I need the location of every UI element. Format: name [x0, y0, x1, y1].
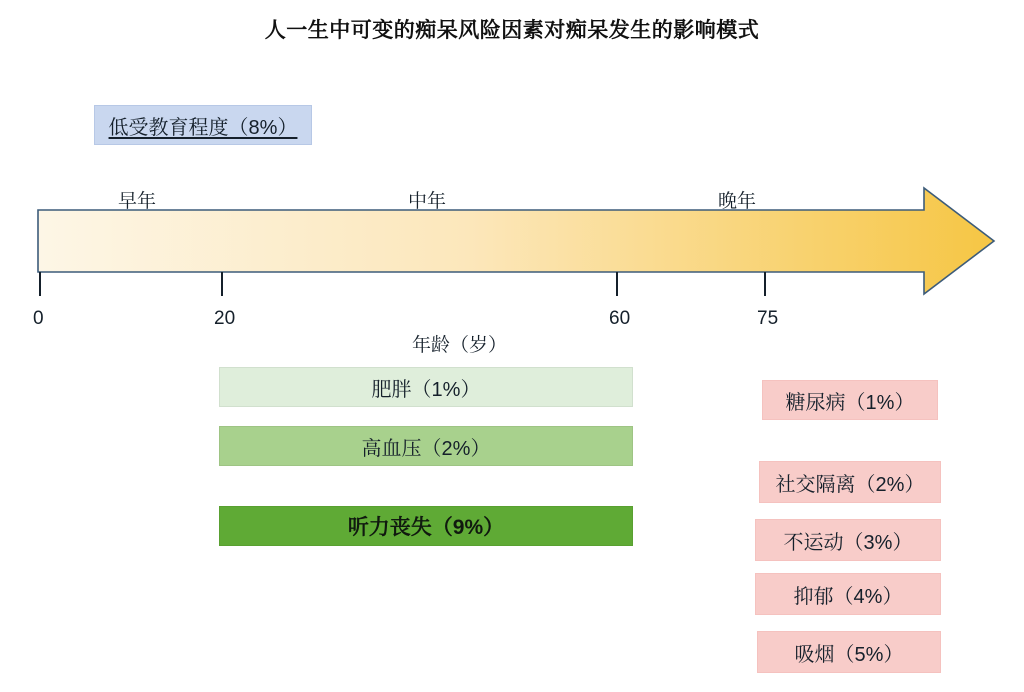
midlife-bar-obesity	[219, 367, 633, 407]
page-title: 人一生中可变的痴呆风险因素对痴呆发生的影响模式	[264, 19, 760, 42]
tick-label-75: 75	[757, 308, 779, 329]
latelife-box-label: 不运动（3%）	[783, 531, 913, 554]
latelife-box-physical-inactivity	[755, 519, 941, 561]
tick-label-60: 60	[609, 308, 631, 329]
midlife-bar-hypertension	[219, 426, 633, 466]
latelife-box-label: 糖尿病（1%）	[785, 391, 915, 414]
tick-label-0: 0	[33, 308, 44, 329]
timeline-arrow-svg	[36, 186, 996, 296]
midlife-bar-label: 听力丧失（9%）	[347, 516, 505, 539]
latelife-box-label: 抑郁（4%）	[793, 585, 903, 608]
latelife-box-diabetes	[762, 380, 938, 420]
tick-label-20: 20	[214, 308, 236, 329]
latelife-box-smoking	[757, 631, 941, 673]
midlife-bar-label: 肥胖（1%）	[371, 378, 481, 401]
midlife-bar-hearing-loss	[219, 506, 633, 546]
latelife-box-social-isolation	[759, 461, 941, 503]
midlife-bar-label: 高血压（2%）	[361, 437, 491, 460]
early-life-factor-label: 低受教育程度（8%）	[108, 116, 298, 139]
axis-caption: 年龄（岁）	[412, 335, 508, 356]
period-label-early: 早年	[118, 191, 157, 212]
period-label-mid: 中年	[408, 191, 447, 212]
period-label-late: 晚年	[718, 191, 757, 212]
latelife-box-depression	[755, 573, 941, 615]
latelife-box-label: 社交隔离（2%）	[775, 473, 925, 496]
latelife-box-label: 吸烟（5%）	[794, 643, 904, 666]
early-life-factor-box	[94, 105, 312, 145]
timeline-arrow	[36, 186, 996, 296]
